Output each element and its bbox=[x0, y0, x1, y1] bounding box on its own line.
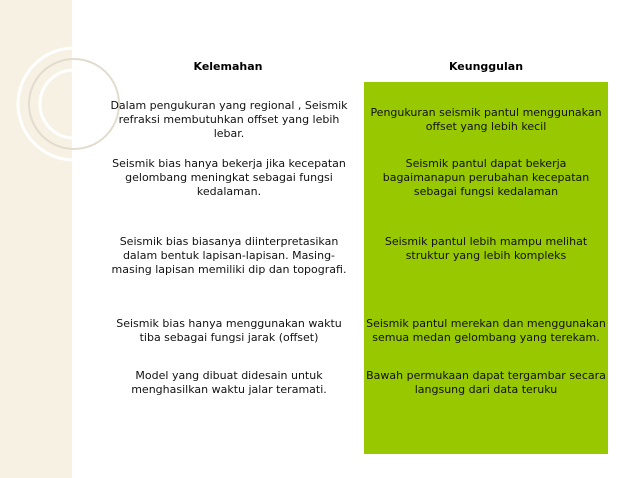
weakness-cell-5: Model yang dibuat didesain untuk menghasilkan waktu jalar teramati. bbox=[131, 369, 327, 396]
weakness-cell-2: Seismik bias hanya bekerja jika kecepatan gelombang meningkat sebagai fungsi kedalaman. bbox=[112, 157, 346, 198]
weakness-cell-3: Seismik bias biasanya diinterpretasikan dalam bentuk lapisan-lapisan. Masing-masing lapisan memiliki dip dan topografi. bbox=[111, 235, 347, 276]
advantage-cell-5: Bawah permukaan dapat tergambar secara langsung dari data teruku bbox=[366, 369, 606, 396]
advantage-cell-2: Seismik pantul dapat bekerja bagaimanapun perubahan kecepatan sebagai fungsi kedalaman bbox=[382, 157, 590, 198]
header-advantage: Keunggulan bbox=[448, 60, 524, 73]
header-weakness: Kelemahan bbox=[193, 60, 263, 73]
weakness-cell-1: Dalam pengukuran yang regional , Seismik refraksi membutuhkan offset yang lebih lebar. bbox=[110, 99, 348, 140]
weakness-cell-4: Seismik bias hanya menggunakan waktu tiba sebagai fungsi jarak (offset) bbox=[116, 317, 342, 344]
advantage-cell-3: Seismik pantul lebih mampu melihat struktur yang lebih kompleks bbox=[384, 235, 588, 262]
advantage-cell-4: Seismik pantul merekan dan menggunakan semua medan gelombang yang terekam. bbox=[366, 317, 606, 344]
advantage-cell-1: Pengukuran seismik pantul menggunakan offset yang lebih kecil bbox=[370, 106, 602, 133]
